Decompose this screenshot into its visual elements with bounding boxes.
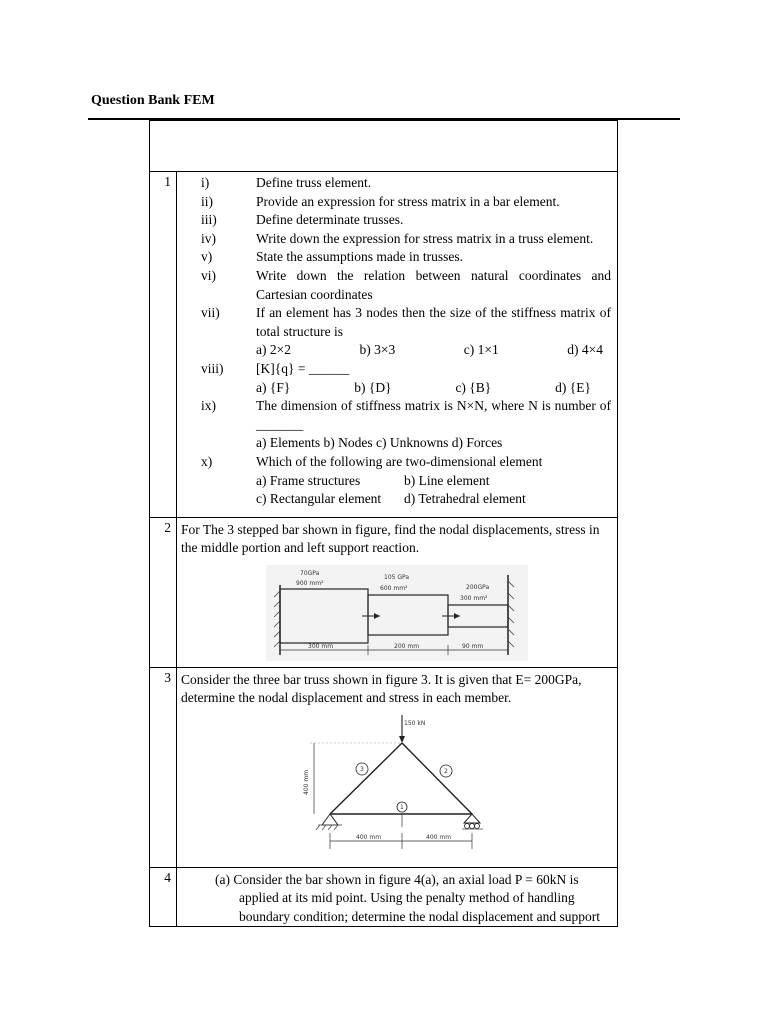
- item-numeral: i): [201, 175, 210, 190]
- item-content: [256, 304, 611, 360]
- item-content: [256, 360, 611, 397]
- list-item: [177, 453, 611, 509]
- segment-1-length-label: 300 mm: [308, 642, 334, 650]
- options-viii: [256, 379, 611, 398]
- list-item: [177, 193, 611, 212]
- question-number-label: 3: [164, 669, 171, 685]
- segment-2-area-label: 600 mm²: [380, 584, 408, 592]
- list-item: [177, 267, 611, 304]
- left-span-label: 400 mm: [356, 833, 382, 841]
- item-content: [256, 453, 611, 509]
- item-text: [K]{q} = ______: [256, 360, 350, 376]
- item-content: [256, 397, 611, 453]
- question-number: [150, 517, 177, 667]
- question-table: [149, 120, 618, 927]
- option: a) 2×2: [256, 342, 291, 358]
- option: b) {D}: [354, 379, 392, 395]
- option: d) Tetrahedral element: [404, 491, 526, 507]
- question-text: Consider the three bar truss shown in figure 3. It is given that E= 200GPa, determine the nodal displacement and stress in each member.: [181, 671, 582, 705]
- list-item: [177, 230, 611, 249]
- item-numeral: v): [201, 249, 213, 265]
- options-vii: [256, 341, 611, 360]
- options-x-row-2: [256, 490, 611, 509]
- item-numeral: vii): [201, 305, 220, 321]
- question-number-label: 1: [164, 174, 171, 189]
- item-numeral: x): [201, 453, 213, 469]
- option: c) 1×1: [463, 342, 499, 358]
- segment-1-modulus-label: 70GPa: [300, 569, 320, 577]
- empty-header-cell: [150, 121, 618, 172]
- question-body: [177, 172, 618, 518]
- item-numeral: ii): [201, 193, 213, 209]
- list-item: [177, 304, 611, 360]
- segment-3-length-label: 90 mm: [462, 642, 484, 650]
- segment-2-length-label: 200 mm: [394, 642, 420, 650]
- options-x-row-1: [256, 472, 611, 491]
- height-label: 400 mm: [303, 769, 310, 795]
- member-2-label: 2: [444, 767, 448, 775]
- question-text: (a) Consider the bar shown in figure 4(a), an axial load P = 60kN is applied at its mid point. Using the penalty method of handling boundary condition; determine the nodal displacement and support: [215, 871, 601, 924]
- option: b) Line element: [404, 472, 490, 488]
- segment-2-modulus-label: 105 GPa: [384, 573, 410, 581]
- right-span-label: 400 mm: [426, 833, 452, 841]
- segment-3-area-label: 300 mm²: [460, 594, 488, 602]
- question-number: [150, 667, 177, 867]
- member-3-label: 3: [360, 765, 364, 773]
- option: d) 4×4: [567, 342, 603, 358]
- list-item: [177, 248, 611, 267]
- option: a) {F}: [256, 379, 291, 395]
- three-bar-truss-figure: [290, 715, 504, 861]
- question-number-label: 4: [164, 869, 171, 885]
- item-text: Which of the following are two-dimensional element: [256, 453, 543, 469]
- question-number-label: 2: [164, 519, 171, 535]
- right-support: [464, 814, 480, 823]
- option: c) Rectangular element: [256, 491, 382, 507]
- item-text: Define determinate trusses.: [256, 212, 404, 228]
- option: c) {B}: [455, 379, 492, 395]
- member-1-label: 1: [400, 803, 404, 811]
- options-ix: a) Elements b) Nodes c) Unknowns d) Forces: [256, 435, 503, 451]
- item-text: State the assumptions made in trusses.: [256, 249, 463, 265]
- question-row-3: [150, 667, 618, 867]
- item-numeral: viii): [201, 360, 224, 376]
- item-numeral: ix): [201, 398, 216, 414]
- question-body: [177, 517, 618, 667]
- question-number: [150, 172, 177, 518]
- segment-1-area-label: 900 mm²: [296, 579, 324, 587]
- page-title: Question Bank FEM: [91, 93, 215, 108]
- item-numeral: iii): [201, 212, 217, 228]
- option: d) {E}: [555, 379, 591, 395]
- item-numeral: iv): [201, 230, 216, 246]
- item-text: Write down the relation between natural coordinates and Cartesian coordinates: [256, 267, 611, 302]
- question-number: [150, 867, 177, 927]
- table-header-row: [150, 121, 618, 172]
- question-body: [177, 667, 618, 867]
- question-row-4: [150, 867, 618, 927]
- segment-3-modulus-label: 200GPa: [466, 583, 490, 591]
- load-label: 150 kN: [404, 719, 426, 727]
- question-body: [177, 867, 618, 927]
- item-text: Provide an expression for stress matrix in a bar element.: [256, 193, 560, 209]
- question-row-1: [150, 172, 618, 518]
- list-item: [177, 174, 611, 193]
- item-numeral: vi): [201, 267, 216, 283]
- list-item: [177, 397, 611, 453]
- item-text: If an element has 3 nodes then the size of the stiffness matrix of total structure is: [256, 305, 611, 339]
- question-text: For The 3 stepped bar shown in figure, find the nodal displacements, stress in the middle portion and left support reaction.: [181, 521, 600, 555]
- option: b) 3×3: [359, 342, 396, 358]
- item-text: The dimension of stiffness matrix is N×N, where N is number of _______: [256, 398, 611, 432]
- question-row-2: [150, 517, 618, 667]
- list-item: [177, 211, 611, 230]
- item-text: Write down the expression for stress matrix in a truss element.: [256, 230, 594, 246]
- item-text: Define truss element.: [256, 175, 372, 190]
- option: a) Frame structures: [256, 472, 361, 488]
- list-item: [177, 360, 611, 397]
- left-support: [322, 814, 338, 825]
- stepped-bar-figure: [266, 565, 528, 661]
